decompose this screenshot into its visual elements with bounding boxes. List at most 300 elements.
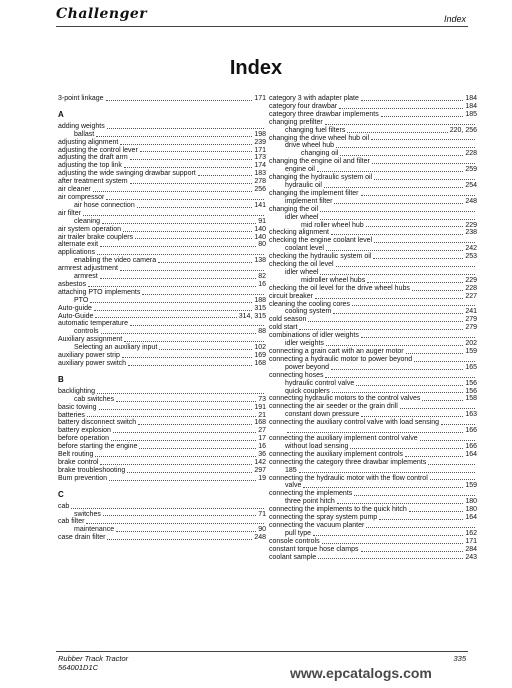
index-entry-term: valve	[285, 482, 302, 490]
dot-leader	[87, 416, 256, 417]
dot-leader	[107, 128, 264, 129]
dot-leader	[325, 124, 475, 125]
index-entry-term: coolant level	[285, 245, 324, 253]
index-entry-term: three point hitch	[285, 498, 335, 506]
index-entry-term: maintenance	[74, 526, 115, 534]
index-entry-page: 156	[465, 387, 477, 395]
index-entry	[269, 166, 477, 174]
index-entry-page: 90	[258, 526, 266, 534]
index-entry	[269, 356, 477, 364]
dot-leader	[356, 385, 463, 386]
index-entry-term: drive wheel hub	[285, 142, 335, 150]
index-entry-term: air hose connection	[74, 201, 135, 209]
index-entry	[58, 388, 266, 396]
dot-leader	[361, 337, 475, 338]
dot-leader	[361, 100, 463, 101]
index-entry-page: 71	[258, 510, 266, 518]
dot-leader	[422, 400, 463, 401]
dot-leader	[371, 139, 475, 140]
dot-leader	[339, 108, 463, 109]
index-entry-page: 188	[254, 296, 266, 304]
dot-leader	[95, 456, 256, 457]
dot-leader	[318, 558, 463, 559]
index-entry	[269, 316, 477, 324]
dot-leader	[97, 393, 264, 394]
index-entry-term: after treatment system	[58, 178, 128, 186]
index-entry-term: adjusting the draft arm	[58, 154, 128, 162]
index-entry-page: 142	[254, 458, 266, 466]
index-entry-term: armrest adjustment	[58, 265, 118, 273]
index-entry-term: air filter	[58, 209, 81, 217]
index-entry	[269, 293, 477, 301]
index-entry-term: cab switches	[74, 395, 115, 403]
index-entry-page: 166	[465, 442, 477, 450]
index-entry	[58, 273, 266, 281]
dot-leader	[128, 365, 252, 366]
index-entry	[58, 226, 266, 234]
dot-leader	[313, 535, 463, 536]
index-entry-term: pull type	[285, 529, 312, 537]
dot-leader	[361, 195, 476, 196]
index-entry-term: before operation	[58, 435, 109, 443]
index-entry	[58, 281, 266, 289]
index-entry-page: 138	[254, 257, 266, 265]
dot-leader	[137, 207, 253, 208]
index-entry	[269, 459, 477, 467]
index-entry	[269, 482, 477, 490]
index-entry	[269, 222, 477, 230]
index-entry-page: 141	[254, 201, 266, 209]
index-entry-page: 228	[465, 284, 477, 292]
index-entry-term: category three drawbar implements	[269, 110, 379, 118]
index-entry-term: connecting hydraulic motors to the control valves	[269, 395, 421, 403]
index-entry-term: 185	[285, 466, 297, 474]
index-entry-term: idler weights	[285, 340, 324, 348]
dot-leader	[99, 409, 253, 410]
index-entry	[269, 95, 477, 103]
index-entry	[58, 297, 266, 305]
dot-leader	[124, 341, 264, 342]
footer-divider	[56, 651, 468, 652]
index-entry-term: connecting a grain cart with an auger motor	[269, 348, 404, 355]
index-entry-term: idler wheel	[285, 213, 319, 221]
index-entry	[269, 395, 477, 403]
dot-leader	[86, 523, 264, 524]
index-entry	[58, 344, 266, 352]
dot-leader	[366, 226, 464, 227]
index-entry	[269, 403, 477, 411]
index-entry	[269, 554, 477, 562]
index-entry	[269, 380, 477, 388]
index-entry-term: Belt routing	[58, 451, 94, 459]
dot-leader	[124, 167, 252, 168]
dot-leader	[412, 290, 463, 291]
section-letter: A	[58, 109, 64, 119]
dot-leader	[123, 231, 252, 232]
index-entry-page: 165	[465, 363, 477, 371]
index-entry	[58, 534, 266, 542]
dot-leader	[430, 479, 475, 480]
dot-leader	[71, 508, 264, 509]
index-entry	[58, 352, 266, 360]
index-entry-term: mid roller wheel hub	[301, 221, 364, 229]
index-entry-page: 88	[258, 328, 266, 336]
index-entry-term: cold season	[269, 316, 307, 324]
dot-leader	[130, 159, 253, 160]
index-entry	[58, 234, 266, 242]
index-entry-term: changing the hydraulic system oil	[269, 174, 373, 182]
dot-leader	[299, 472, 475, 473]
index-entry-term: cold start	[269, 324, 298, 332]
index-entry-term: PTO	[74, 296, 89, 304]
index-entry	[269, 435, 477, 443]
index-entry	[58, 404, 266, 412]
index-entry-term: connecting a hydraulic motor to power beyond	[269, 355, 413, 363]
index-entry	[269, 261, 477, 269]
dot-leader	[336, 147, 475, 148]
index-entry-page: 184	[465, 95, 477, 102]
index-entry-term: adjusting the control lever	[58, 146, 138, 154]
index-entry	[58, 241, 266, 249]
index-entry-page: 156	[465, 379, 477, 387]
dot-leader	[326, 345, 463, 346]
dot-leader	[127, 472, 252, 473]
index-entry-page: 180	[465, 506, 477, 514]
index-entry-page: 162	[465, 529, 477, 537]
footer-page-number: 335	[453, 654, 466, 663]
index-entry-page: 16	[258, 280, 266, 288]
index-entry	[58, 459, 266, 467]
index-entry	[269, 190, 477, 198]
index-entry-term: changing the implement filter	[269, 189, 359, 197]
header-divider	[56, 26, 468, 27]
dot-leader	[97, 254, 264, 255]
index-entry-page: 229	[465, 276, 477, 284]
index-entry-page: 174	[254, 162, 266, 170]
index-entry-page: 163	[465, 411, 477, 419]
index-entry-term: air trailer brake couplers	[58, 233, 134, 241]
index-entry	[58, 328, 266, 336]
dot-leader	[331, 369, 463, 370]
index-entry	[58, 210, 266, 218]
watermark-url: www.epcatalogs.com	[290, 665, 432, 681]
index-entry-page: 19	[258, 474, 266, 482]
index-entry	[58, 427, 266, 435]
index-entry	[269, 245, 477, 253]
dot-leader	[322, 543, 464, 544]
index-entry-page: 173	[254, 154, 266, 162]
index-entry-page: 140	[254, 225, 266, 233]
index-entry-term: changing oil	[301, 150, 339, 158]
index-entry-term: connecting the spray system pump	[269, 514, 378, 522]
section-letter: B	[58, 374, 64, 384]
dot-leader	[308, 321, 463, 322]
index-entry-term: implement filter	[285, 197, 333, 205]
index-entry-page: 248	[254, 534, 266, 542]
index-entry-term: controls	[74, 328, 99, 336]
dot-leader	[135, 238, 252, 239]
index-entry-page: 314, 315	[238, 312, 266, 320]
dot-leader	[96, 136, 252, 137]
index-entry	[269, 206, 477, 214]
index-entry	[58, 289, 266, 297]
dot-leader	[367, 282, 463, 283]
dot-leader	[374, 242, 475, 243]
index-entry-page: 159	[465, 348, 477, 355]
index-entry-term: connecting the auxiliary control valve with load sensing	[269, 419, 440, 427]
section-letter: C	[58, 489, 64, 499]
index-entry-term: category 3 with adapter plate	[269, 95, 359, 102]
dot-leader	[106, 100, 253, 101]
index-entry	[58, 511, 266, 519]
index-entry-page: 17	[258, 435, 266, 443]
index-entry-term: connecting the vacuum planter	[269, 521, 365, 529]
index-entry-page: 202	[465, 340, 477, 348]
index-entry	[58, 475, 266, 483]
index-entry-page: 256	[254, 186, 266, 194]
index-entry-page: 248	[465, 197, 477, 205]
index-entry	[58, 419, 266, 427]
dot-leader	[139, 448, 256, 449]
index-column-right	[269, 95, 477, 561]
index-entry	[269, 530, 477, 538]
index-entry-page: 315	[254, 304, 266, 312]
index-entry	[58, 154, 266, 162]
index-entry-term: case drain filter	[58, 534, 106, 542]
index-entry-term: cleaning the cooling cores	[269, 300, 350, 308]
dot-leader	[400, 408, 475, 409]
dot-leader	[120, 270, 264, 271]
index-entry	[58, 518, 266, 526]
index-entry	[269, 198, 477, 206]
index-entry	[58, 305, 266, 313]
index-entry	[58, 443, 266, 451]
index-entry	[58, 170, 266, 178]
index-entry	[269, 285, 477, 293]
index-entry-term: air system operation	[58, 225, 122, 233]
index-entry-term: idler wheel	[285, 268, 319, 276]
index-entry	[269, 546, 477, 554]
dot-leader	[317, 171, 463, 172]
index-entry-term: switches	[74, 510, 101, 518]
index-entry-page: 36	[258, 451, 266, 459]
index-entry-term: changing the drive wheel hub oil	[269, 134, 370, 142]
index-entry-term: cab filter	[58, 518, 85, 526]
dot-leader	[109, 480, 256, 481]
index-entry-page: 164	[465, 514, 477, 522]
dot-leader	[130, 183, 253, 184]
dot-leader	[405, 456, 463, 457]
dot-leader	[331, 234, 463, 235]
index-entry-page: 171	[254, 95, 266, 102]
index-entry-page: 169	[254, 352, 266, 360]
index-entry-term: changing the oil	[269, 205, 319, 213]
index-entry	[269, 364, 477, 372]
index-entry-term: battery disconnect switch	[58, 419, 137, 427]
dot-leader	[441, 424, 475, 425]
dot-leader	[83, 215, 264, 216]
index-entry	[58, 451, 266, 459]
dot-leader	[340, 155, 463, 156]
index-entry-page: 166	[465, 427, 477, 435]
index-entry	[58, 162, 266, 170]
dot-leader	[122, 357, 252, 358]
index-entry	[269, 340, 477, 348]
index-entry	[58, 147, 266, 155]
index-entry-term: connecting the implements	[269, 490, 353, 498]
index-entry	[58, 320, 266, 328]
index-entry	[269, 443, 477, 451]
index-entry-term: changing prefilter	[269, 118, 323, 126]
index-entry-term: circuit breaker	[269, 292, 313, 300]
dot-leader	[336, 266, 475, 267]
index-entry-term: adjusting the wide swinging drawbar support	[58, 170, 196, 178]
index-entry-page: 168	[254, 360, 266, 367]
index-entry	[58, 467, 266, 475]
index-entry	[269, 451, 477, 459]
index-entry	[58, 396, 266, 404]
index-entry	[269, 150, 477, 158]
index-entry-term: automatic temperature	[58, 320, 129, 328]
index-entry-page: 241	[465, 308, 477, 316]
index-entry-term: connecting the air seeder or the grain drill	[269, 403, 398, 411]
dot-leader	[406, 353, 464, 354]
dot-leader	[320, 219, 475, 220]
dot-leader	[93, 191, 253, 192]
index-entry-term: connecting the hydraulic motor with the flow control	[269, 474, 428, 482]
index-entry-page: 91	[258, 217, 266, 225]
index-entry-term: air cleaner	[58, 186, 91, 194]
index-entry	[269, 388, 477, 396]
index-entry-term: applications	[58, 249, 95, 257]
index-entry-page: 220, 256	[449, 126, 477, 134]
index-entry-term: connecting the auxiliary implement control valve	[269, 434, 418, 442]
index-entry-page: 253	[465, 253, 477, 261]
index-entry	[269, 127, 477, 135]
dot-leader	[101, 333, 257, 334]
dot-leader	[138, 424, 252, 425]
dot-leader	[420, 440, 475, 441]
dot-leader	[102, 223, 256, 224]
index-entry	[269, 119, 477, 127]
index-entry-term: constant torque hose clamps	[269, 545, 359, 553]
index-entry-term: constant down pressure	[285, 411, 360, 419]
index-entry-page: 198	[254, 130, 266, 138]
dot-leader	[372, 163, 475, 164]
index-entry	[269, 158, 477, 166]
index-entry-term: brake troubleshooting	[58, 466, 126, 474]
index-entry-term: Bum prevention	[58, 474, 108, 482]
index-entry-page: 228	[465, 150, 477, 158]
dot-leader	[198, 175, 253, 176]
index-entry-term: backlighting	[58, 387, 95, 395]
index-entry-term: quick couplers	[285, 387, 330, 395]
index-column-left	[58, 95, 266, 542]
index-entry-page: 185	[465, 110, 477, 118]
index-entry-page: 27	[258, 427, 266, 435]
dot-leader	[94, 310, 252, 311]
index-entry	[269, 308, 477, 316]
index-entry-page: 227	[465, 292, 477, 300]
index-entry-term: before starting the engine	[58, 443, 138, 451]
index-entry-term: enabling the video camera	[74, 257, 157, 265]
index-entry	[58, 123, 266, 131]
index-entry	[269, 411, 477, 419]
index-entry-term: checking the oil level	[269, 261, 334, 269]
index-entry	[269, 467, 477, 475]
dot-leader	[299, 329, 463, 330]
header-section-label: Index	[443, 14, 466, 24]
index-entry-page: 171	[254, 146, 266, 154]
index-entry	[58, 218, 266, 226]
dot-leader	[334, 203, 463, 204]
index-entry-term: power beyond	[285, 363, 329, 371]
index-entry	[58, 131, 266, 139]
dot-leader	[320, 274, 475, 275]
index-entry-page: 164	[465, 450, 477, 458]
index-entry-page: 140	[254, 233, 266, 241]
dot-leader	[373, 258, 463, 259]
index-entry-term: cab	[58, 502, 70, 510]
index-entry-term: ballast	[74, 130, 95, 138]
dot-leader	[320, 211, 475, 212]
dot-leader	[325, 377, 475, 378]
index-entry	[269, 324, 477, 332]
index-entry-term: Auto-guide	[58, 304, 92, 312]
index-entry-term: checking alignment	[269, 229, 329, 237]
dot-leader	[88, 286, 256, 287]
dot-leader	[100, 278, 256, 279]
index-entry-page: 82	[258, 273, 266, 281]
index-entry	[269, 332, 477, 340]
index-entry	[269, 182, 477, 190]
index-entry	[58, 95, 266, 103]
index-entry-page: 254	[465, 181, 477, 189]
index-entry-term: checking the hydraulic system oil	[269, 253, 372, 261]
index-entry	[269, 514, 477, 522]
dot-leader	[379, 519, 463, 520]
dot-leader	[95, 317, 236, 318]
index-entry-page: 279	[465, 324, 477, 332]
index-entry-term: console controls	[269, 537, 320, 545]
index-entry	[269, 135, 477, 143]
dot-leader	[315, 298, 463, 299]
index-entry-page: 180	[465, 498, 477, 506]
index-entry-page: 73	[258, 395, 266, 403]
index-entry-term: changing the engine oil and filter	[269, 158, 370, 166]
index-entry-page: 242	[465, 245, 477, 253]
dot-leader	[354, 495, 475, 496]
dot-leader	[326, 250, 463, 251]
index-entry-term: alternate exit	[58, 241, 99, 249]
index-entry-page: 159	[465, 482, 477, 490]
dot-leader	[130, 325, 264, 326]
dot-leader	[337, 503, 464, 504]
index-entry	[58, 249, 266, 257]
index-entry	[58, 503, 266, 511]
index-entry-page: 80	[258, 241, 266, 249]
index-entry	[269, 142, 477, 150]
dot-leader	[414, 361, 475, 362]
index-entry-page: 259	[465, 166, 477, 174]
index-entry-page: 183	[254, 170, 266, 178]
dot-leader	[409, 511, 464, 512]
index-entry	[269, 229, 477, 237]
index-entry	[269, 419, 477, 427]
index-entry-term: Auto-Guide	[58, 312, 94, 320]
index-entry-page: 243	[465, 553, 477, 561]
index-entry-page: 229	[465, 221, 477, 229]
